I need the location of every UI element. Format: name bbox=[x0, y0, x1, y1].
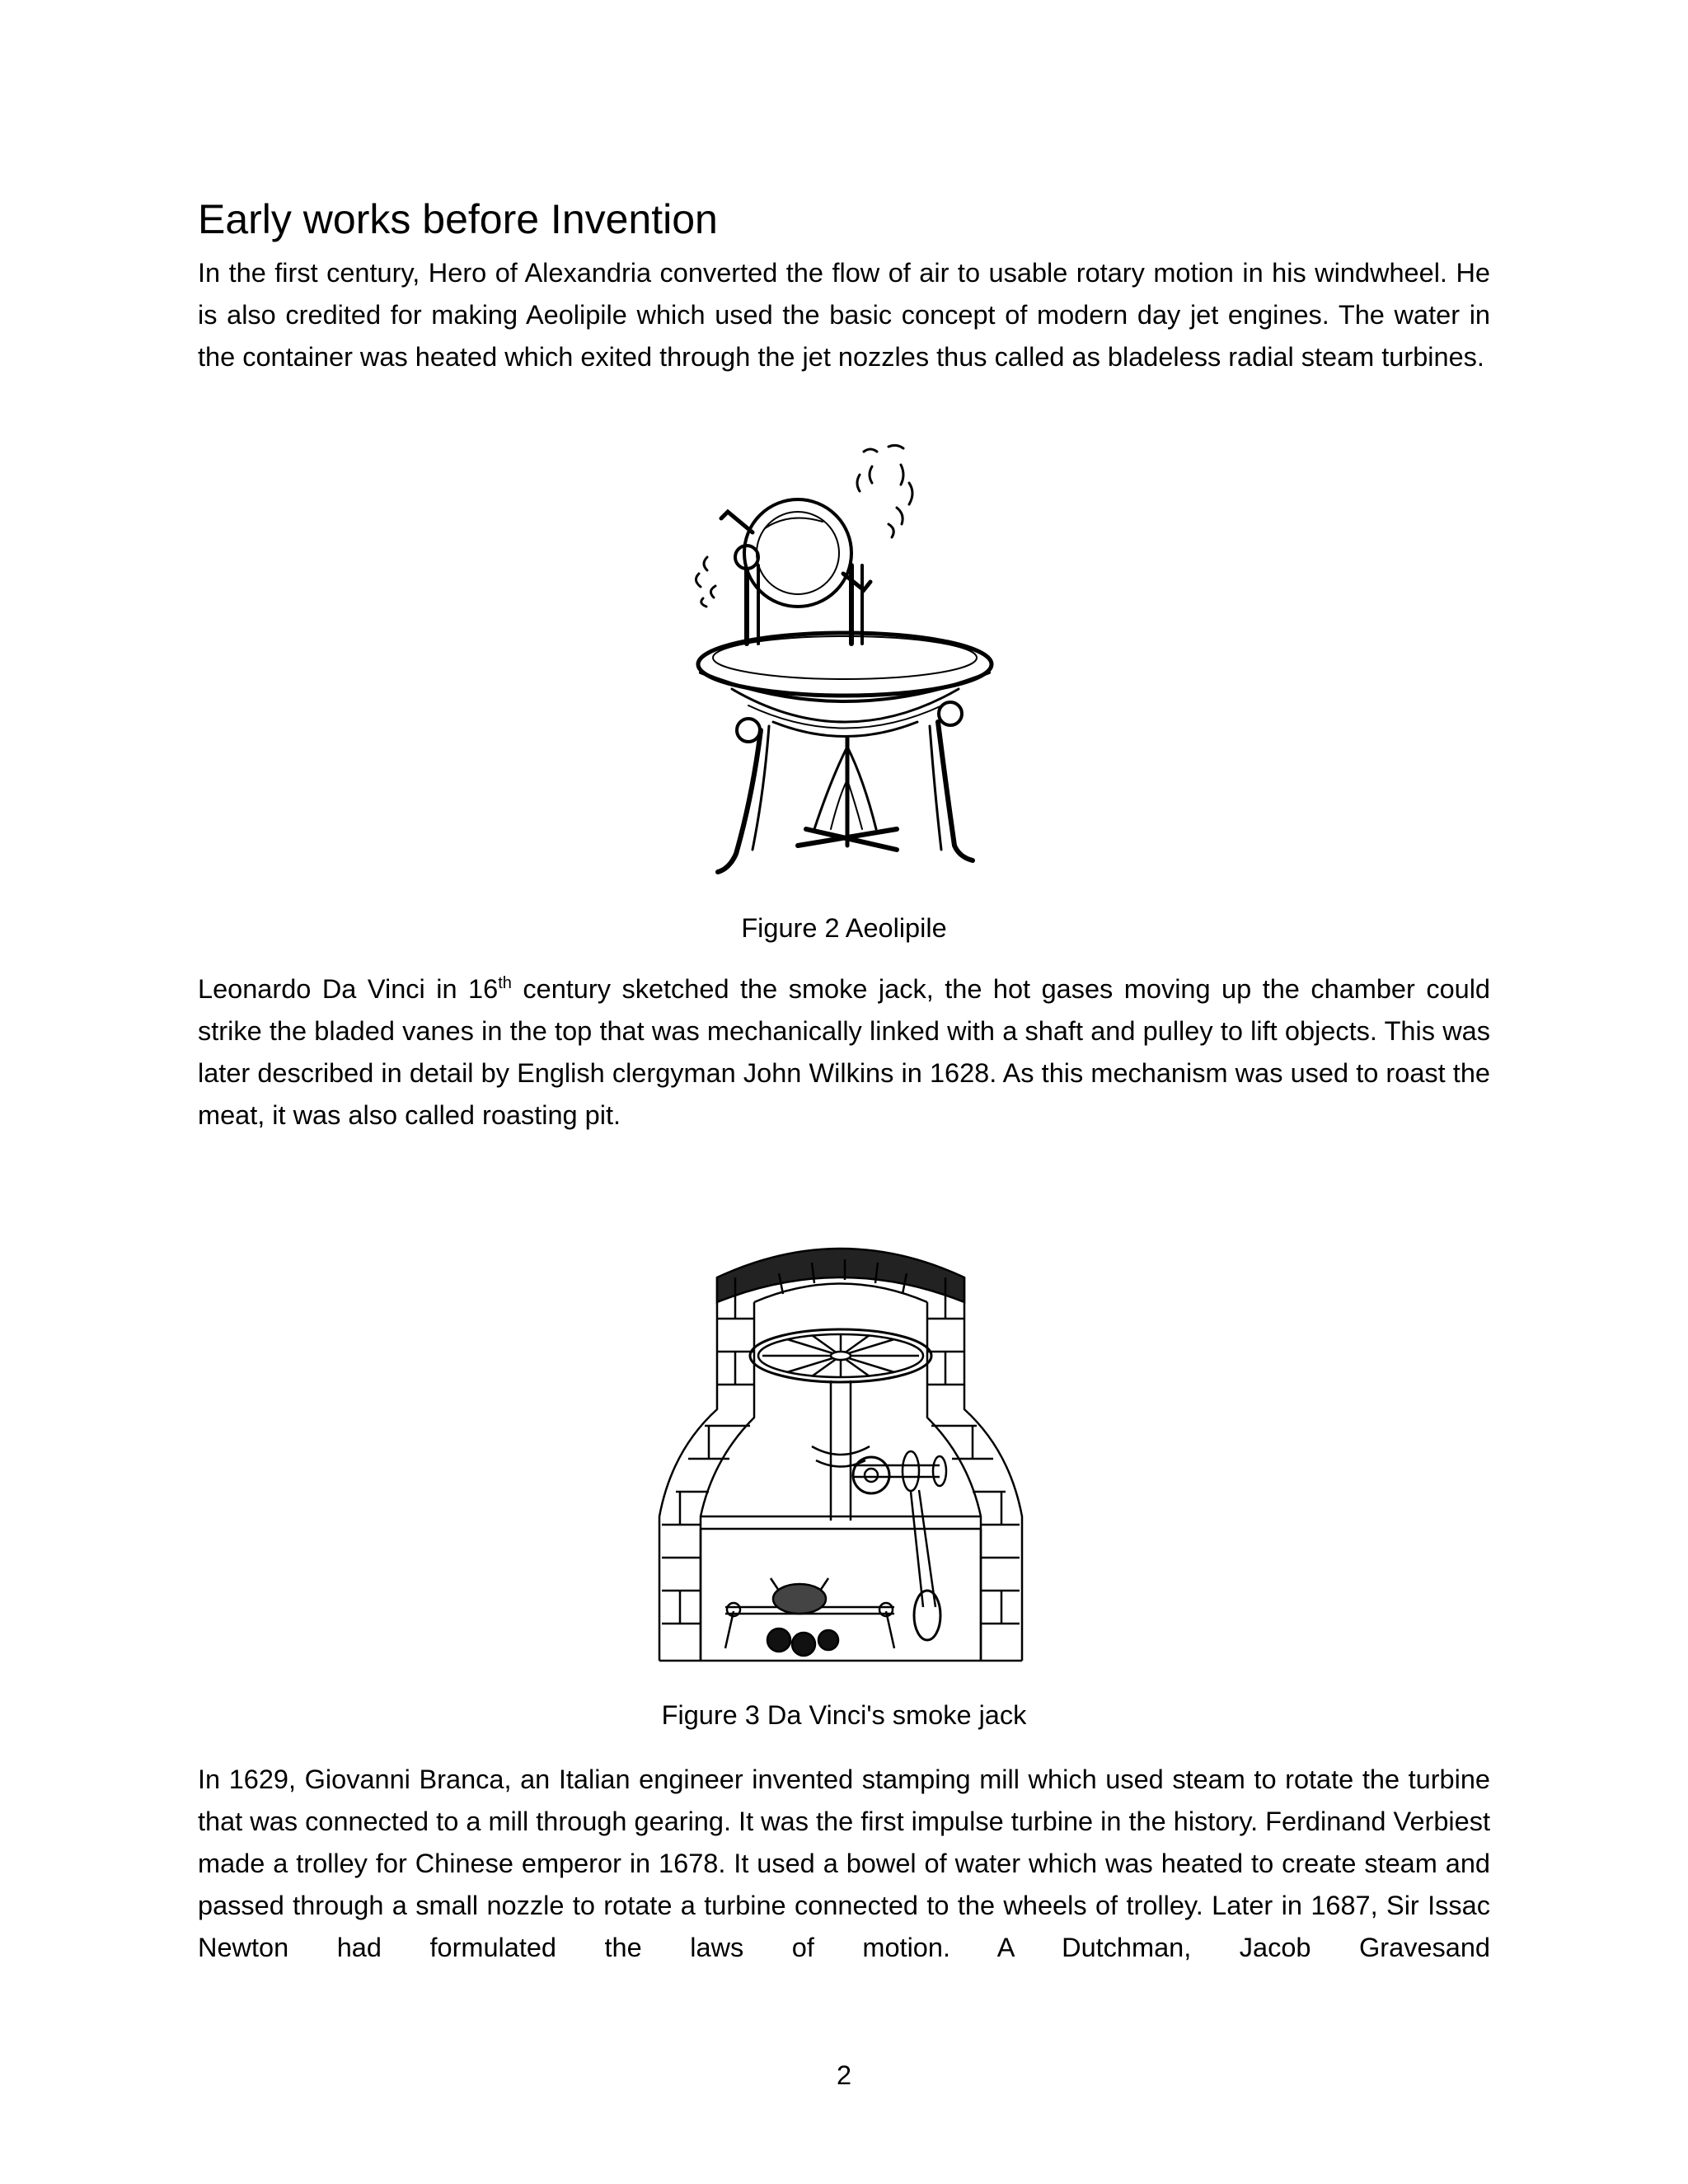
paragraph-da-vinci bbox=[198, 968, 1490, 1137]
paragraph-hero-of-alexandria: In the first century, Hero of Alexandria converted the flow of air to usable rotary motion in his windwheel. He is also credited for making Aeolipile which used the basic concept of modern day jet engines. The water in the container was heated which exited through the jet nozzles thus called as bladeless radial steam turbines. bbox=[198, 258, 1490, 372]
page-number: 2 bbox=[836, 2060, 852, 2090]
section-heading: Early works before Invention bbox=[198, 196, 718, 242]
paragraph-da-vinci-part2: century sketched the smoke jack, the hot gases moving up the chamber could strike the bladed vanes in the top that was mechanically linked with a shaft and pulley to lift objects. This was later described in detail by English clergyman John Wilkins in 1628. As this mechanism was used to roast the meat, it was also called roasting pit. bbox=[198, 974, 1491, 1130]
figure-2-caption: Figure 2 Aeolipile bbox=[741, 913, 947, 943]
ordinal-superscript: th bbox=[498, 974, 512, 993]
paragraph-da-vinci-part1: Leonardo Da Vinci in 16 bbox=[198, 974, 499, 1004]
smoke-jack-illustration bbox=[655, 1244, 1026, 1665]
aeolipile-illustration bbox=[691, 442, 999, 887]
figure-3-caption: Figure 3 Da Vinci's smoke jack bbox=[661, 1700, 1027, 1730]
paragraph-branca: In 1629, Giovanni Branca, an Italian engineer invented stamping mill which used steam to rotate the turbine that was connected to a mill through gearing. It was the first impulse turbine in the history. Ferdinand Verbiest made a trolley for Chinese emperor in 1678. It used a bowel of water which was heated to create steam and passed through a small nozzle to rotate a turbine connected to the wheels of trolley. Later in 1687, Sir Issac Newton had formulated the laws of motion. A Dutchman, Jacob Gravesand bbox=[198, 1765, 1490, 1962]
